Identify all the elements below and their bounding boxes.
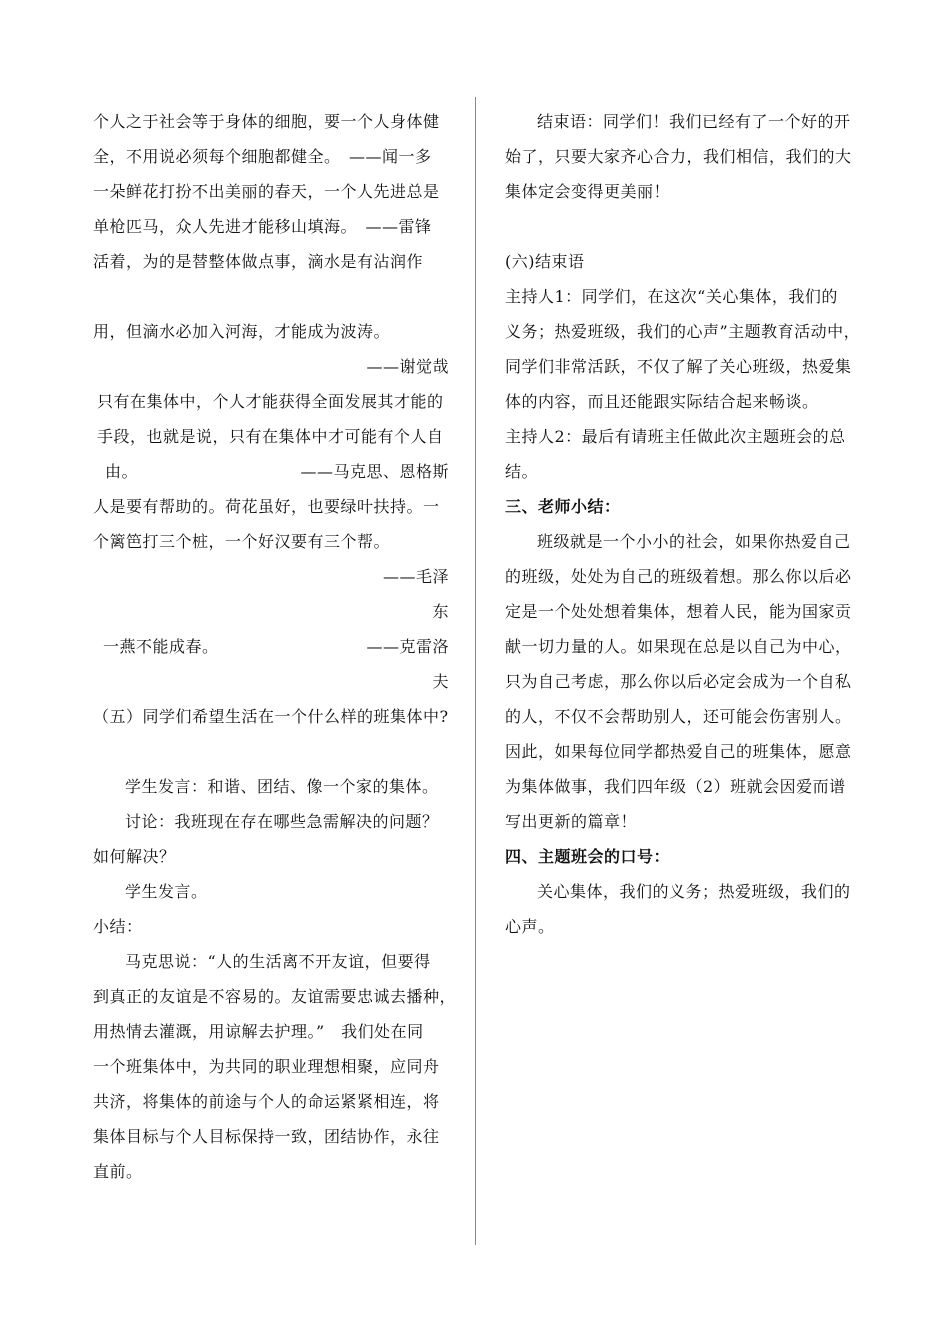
text-line: 只有在集体中，个人才能获得全面发展其才能的 bbox=[97, 392, 444, 411]
attribution: 夫 bbox=[432, 672, 449, 691]
text-line: 一个班集体中，为共同的职业理想相聚，应同舟 bbox=[93, 1057, 440, 1076]
text-line: 如何解决？ bbox=[93, 847, 176, 866]
text-line: 义务；热爱班级，我们的心声”主题教育活动中， bbox=[505, 322, 861, 341]
text-line: 结。 bbox=[505, 462, 539, 481]
attribution: ——谢觉哉 bbox=[366, 357, 449, 376]
text-line: 一燕不能成春。 bbox=[103, 637, 219, 656]
text-line: 为集体做事，我们四年级（2）班就会因爱而谱 bbox=[505, 777, 846, 796]
text-line: 小结： bbox=[93, 917, 143, 936]
column-divider bbox=[475, 97, 476, 1245]
text-line: 讨论：我班现在存在哪些急需解决的问题？ bbox=[125, 812, 439, 831]
text-line: 定是一个处处想着集体，想着人民，能为国家贡 bbox=[505, 602, 852, 621]
text-line: 因此，如果每位同学都热爱自己的班集体，愿意 bbox=[505, 742, 852, 761]
text-line: 直前。 bbox=[93, 1162, 143, 1181]
text-line: 人是要有帮助的。荷花虽好，也要绿叶扶持。一 bbox=[93, 497, 440, 516]
attribution: ——马克思、恩格斯 bbox=[300, 462, 449, 481]
text-line: 写出更新的篇章！ bbox=[505, 812, 638, 831]
section-heading: （五）同学们希望生活在一个什么样的班集体中? bbox=[93, 707, 449, 726]
text-line: 体的内容，而且还能跟实际结合起来畅谈。 bbox=[505, 392, 819, 411]
text-line: 的班级，处处为自己的班级着想。那么你以后必 bbox=[505, 567, 852, 586]
text-line: 集体目标与个人目标保持一致，团结协作，永往 bbox=[93, 1127, 440, 1146]
text-line: 共济，将集体的前途与个人的命运紧紧相连，将 bbox=[93, 1092, 440, 1111]
text-line: 个人之于社会等于身体的细胞，要一个人身体健 bbox=[93, 112, 440, 131]
attribution: ——克雷洛 bbox=[366, 637, 449, 656]
text-line: 手段，也就是说，只有在集体中才可能有个人自 bbox=[97, 427, 444, 446]
text-line: 关心集体，我们的义务；热爱班级，我们的 bbox=[537, 882, 851, 901]
text-line: 同学们非常活跃，不仅了解了关心班级，热爱集 bbox=[505, 357, 852, 376]
text-line: 集体定会变得更美丽！ bbox=[505, 182, 671, 201]
section-heading: 四、主题班会的口号： bbox=[505, 847, 671, 866]
text-line: 马克思说：“人的生活离不开友谊，但要得 bbox=[125, 952, 431, 971]
attribution: 东 bbox=[432, 602, 449, 621]
text-line: 由。 bbox=[105, 462, 139, 481]
text-line: 的人，不仅不会帮助别人，还可能会伤害别人。 bbox=[505, 707, 852, 726]
text-line: 只为自己考虑，那么你以后必定会成为一个自私 bbox=[505, 672, 852, 691]
section-heading: 三、老师小结： bbox=[505, 497, 621, 516]
text-line: 献一切力量的人。如果现在总是以自己为中心， bbox=[505, 637, 852, 656]
text-line: 单枪匹马，众人先进才能移山填海。 ——雷锋 bbox=[93, 217, 432, 236]
text-line: 一朵鲜花打扮不出美丽的春天，一个人先进总是 bbox=[93, 182, 440, 201]
section-heading: (六)结束语 bbox=[505, 252, 585, 271]
text-line: 个篱笆打三个桩，一个好汉要有三个帮。 bbox=[93, 532, 391, 551]
text-line: 班级就是一个小小的社会，如果你热爱自己 bbox=[537, 532, 851, 551]
text-line: 学生发言。 bbox=[125, 882, 208, 901]
text-line: 主持人2：最后有请班主任做此次主题班会的总 bbox=[505, 427, 846, 446]
text-line: 活着，为的是替整体做点事，滴水是有沾润作 bbox=[93, 252, 424, 271]
text-line: 心声。 bbox=[505, 917, 555, 936]
text-line: 用热情去灌溉，用谅解去护理。” 我们处在同 bbox=[93, 1022, 424, 1041]
attribution: ——毛泽 bbox=[382, 567, 449, 586]
text-line: 全，不用说必须每个细胞都健全。 ——闻一多 bbox=[93, 147, 432, 166]
text-line: 主持人1：同学们，在这次“关心集体，我们的 bbox=[505, 287, 838, 306]
text-line: 用，但滴水必加入河海，才能成为波涛。 bbox=[93, 322, 391, 341]
text-line: 到真正的友谊是不容易的。友谊需要忠诚去播种， bbox=[93, 987, 457, 1006]
text-line: 结束语：同学们！我们已经有了一个好的开 bbox=[537, 112, 851, 131]
text-line: 始了，只要大家齐心合力，我们相信，我们的大 bbox=[505, 147, 852, 166]
text-line: 学生发言：和谐、团结、像一个家的集体。 bbox=[125, 777, 439, 796]
